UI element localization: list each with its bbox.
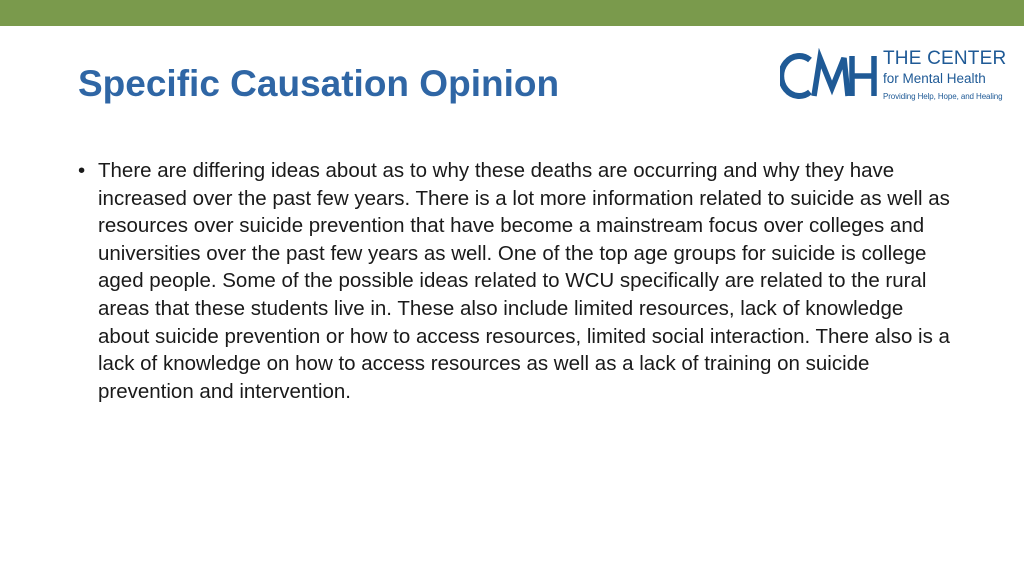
bullet-dot-icon: •	[78, 159, 86, 182]
center-for-mental-health-logo	[780, 46, 1007, 108]
bullet-list	[78, 157, 958, 405]
logo-line-2: for Mental Health	[883, 71, 986, 86]
slide-body	[78, 157, 958, 405]
bullet-item	[78, 157, 958, 405]
logo-line-1: THE CENTER	[883, 48, 1007, 69]
top-accent-bar	[0, 0, 1024, 26]
logo-tagline: Providing Help, Hope, and Healing	[883, 92, 1003, 101]
cmh-logo-mark-icon	[780, 48, 880, 104]
bullet-text: There are differing ideas about as to why these deaths are occurring and why they have increased over the past few years. There is a lot more information related to suicide as well as resources over suicide prevention that have become a mainstream focus over colleges and universities over the past few years as well. One of the top age groups for suicide is college aged people. Some of the possible ideas related to WCU specifically are related to the rural areas that these students live in. These also include limited resources, lack of knowledge about suicide prevention or how to access resources, limited social interaction. There also is a lack of knowledge on how to access resources as well as a lack of training on suicide prevention and intervention.	[98, 159, 950, 403]
slide-title: Specific Causation Opinion	[78, 63, 560, 104]
